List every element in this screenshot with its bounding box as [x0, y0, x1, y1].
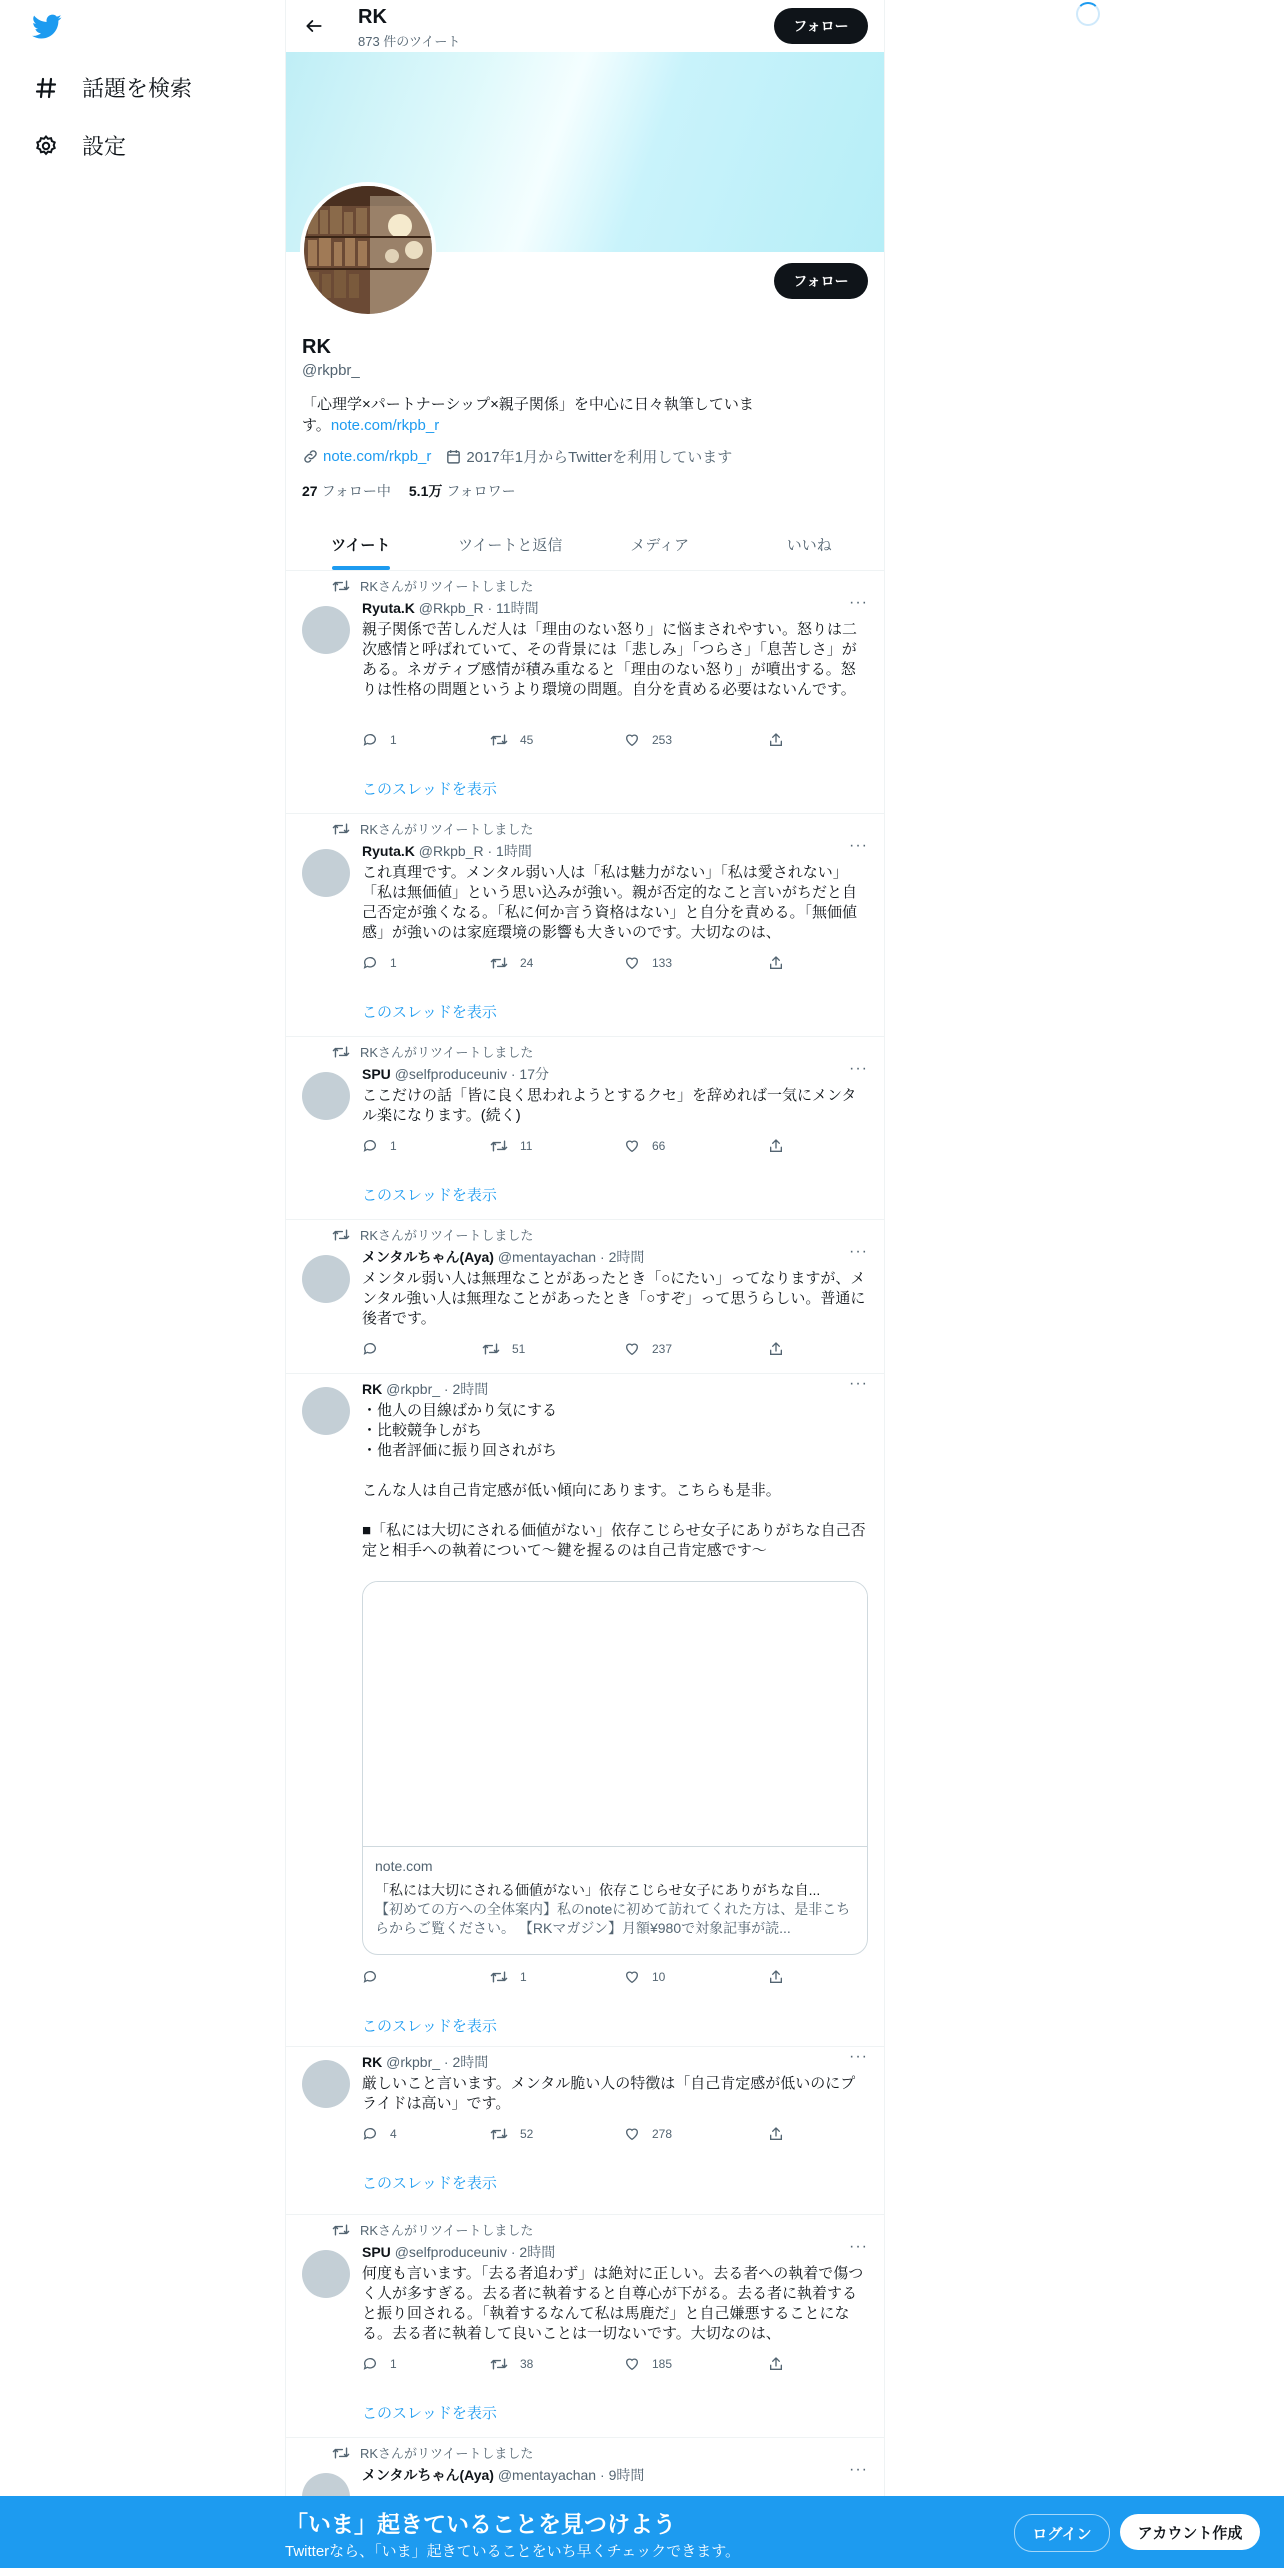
- profile-joined: [445, 446, 732, 467]
- retweeted-by: RKさんがリツイートしました: [332, 576, 533, 595]
- retweet-button[interactable]: 38: [490, 2356, 533, 2372]
- tweet-text: ここだけの話「皆に良く思われようとするクセ」を辞めれば一気にメンタル楽になります。(続く): [362, 1087, 857, 1124]
- tweet-time[interactable]: 1時間: [496, 843, 532, 859]
- show-thread-link[interactable]: このスレッドを表示: [362, 2175, 497, 2192]
- share-icon: [768, 1341, 784, 1357]
- profile-website[interactable]: [302, 448, 431, 465]
- profile-meta: [302, 446, 746, 467]
- bio-link[interactable]: note.com/rkpb_r: [330, 417, 440, 434]
- tweet-time[interactable]: 9時間: [608, 2467, 645, 2483]
- retweeted-icon: [332, 578, 350, 594]
- tweet-header: メンタルちゃん(Aya) @mentayachan · 9時間: [362, 2467, 645, 2483]
- tweet-author-handle[interactable]: @selfproduceuniv: [394, 1066, 507, 1082]
- back-arrow-icon[interactable]: [300, 12, 328, 40]
- tweet-actions: [362, 2356, 792, 2376]
- like-button[interactable]: 278: [624, 2126, 672, 2142]
- reply-button[interactable]: 4: [362, 2126, 397, 2142]
- like-button[interactable]: 253: [624, 732, 672, 748]
- share-button[interactable]: [768, 955, 796, 971]
- tweet-time[interactable]: 2時間: [452, 2054, 489, 2070]
- retweet-button[interactable]: 11: [490, 1138, 532, 1154]
- tweet-author-name[interactable]: RK: [362, 1381, 383, 1397]
- profile-header-bar: [286, 0, 884, 52]
- tweet-actions: [362, 1341, 792, 1361]
- show-thread-link[interactable]: このスレッドを表示: [362, 2018, 497, 2035]
- retweeted-by: RKさんがリツイートしました: [332, 2220, 533, 2239]
- link-card-image: [363, 1582, 867, 1847]
- reply-icon: [362, 1138, 378, 1154]
- tweet[interactable]: [286, 1036, 884, 1220]
- tab-tweets-replies[interactable]: ツイートと返信: [458, 536, 563, 554]
- tweet-header: SPU @selfproduceuniv · 2時間: [362, 2244, 556, 2260]
- tweet-text: これ真理です。メンタル弱い人は「私は魅力がない」「私は愛されない」「私は無価値」という思い込みが強い。親が否定的なこと言いがちだと自己否定が強くなる。「私に何か言う資格はない」と自分を責める。「無価値感」が強いのは家庭環境の影響も大きいのです。大切なのは、: [362, 864, 858, 941]
- tweet-time[interactable]: 2時間: [608, 1249, 645, 1265]
- tweet-time[interactable]: 11時間: [496, 600, 539, 616]
- heart-icon: [624, 1969, 640, 1985]
- bio-text: 「心理学×パートナーシップ×親子関係」を中心に日々執筆していま す。: [302, 396, 754, 434]
- tab-media[interactable]: メディア: [630, 536, 690, 554]
- retweet-button[interactable]: 24: [490, 955, 533, 971]
- heart-icon: [624, 2126, 640, 2142]
- share-button[interactable]: [768, 2356, 796, 2372]
- tweet-header: SPU @selfproduceuniv · 17分: [362, 1066, 549, 1082]
- avatar[interactable]: [302, 1255, 350, 1303]
- gear-icon: [32, 132, 60, 160]
- tweet[interactable]: [286, 813, 884, 1037]
- tweet-author-handle[interactable]: @Rkpb_R: [418, 843, 484, 859]
- reply-button[interactable]: [362, 1341, 390, 1357]
- twitter-bird-icon[interactable]: [32, 14, 62, 45]
- share-button[interactable]: [768, 1969, 796, 1985]
- more-options-icon[interactable]: ···: [849, 837, 868, 854]
- retweet-button[interactable]: 51: [482, 1341, 525, 1357]
- retweet-icon: [490, 2126, 508, 2142]
- more-options-icon[interactable]: ···: [849, 594, 868, 611]
- following-stat[interactable]: 27 フォロー中: [302, 483, 391, 499]
- signup-banner-title: 「いま」起きていることを見つけよう: [285, 2511, 676, 2537]
- tweet[interactable]: [286, 570, 884, 814]
- tweet-header: RK @rkpbr_ · 2時間: [362, 1381, 489, 1397]
- tweet-time[interactable]: 17分: [519, 1066, 549, 1082]
- retweeted-icon: [332, 2445, 350, 2461]
- header-tweet-count: 873 件のツイート: [358, 34, 461, 49]
- tweet-author-handle[interactable]: @selfproduceuniv: [394, 2244, 507, 2260]
- link-icon: [302, 448, 319, 465]
- retweeted-by: RKさんがリツイートしました: [332, 819, 533, 838]
- profile-handle: @rkpbr_: [302, 362, 360, 379]
- heart-icon: [624, 732, 640, 748]
- retweeted-by: RKさんがリツイートしました: [332, 2443, 533, 2462]
- tweet-author-name[interactable]: メンタルちゃん(Aya): [362, 2467, 494, 2483]
- profile-avatar[interactable]: [300, 182, 436, 318]
- avatar[interactable]: [302, 1072, 350, 1120]
- nav-explore[interactable]: [32, 72, 192, 103]
- tweet-actions: [362, 2126, 792, 2146]
- tweet-author-handle[interactable]: @mentayachan: [497, 2467, 597, 2483]
- tweet-time[interactable]: 2時間: [452, 1381, 489, 1397]
- like-button[interactable]: 66: [624, 1138, 665, 1154]
- retweeted-icon: [332, 2222, 350, 2238]
- reply-icon: [362, 2126, 378, 2142]
- reply-icon: [362, 1969, 378, 1985]
- retweet-button[interactable]: 1: [490, 1969, 527, 1985]
- tweet-text: メンタル弱い人は無理なことがあったとき「○にたい」ってなりますが、メンタル強い人は無理なことがあったとき「○すぞ」って思うらしい。普通に後者です。: [362, 1270, 866, 1327]
- nav-settings-label: 設定: [82, 134, 127, 159]
- tweet-time[interactable]: 2時間: [519, 2244, 556, 2260]
- tweet-actions: [362, 732, 792, 752]
- signup-banner: [0, 2496, 1284, 2568]
- nav-settings[interactable]: [32, 130, 126, 161]
- avatar[interactable]: [302, 1387, 350, 1435]
- reply-button[interactable]: [362, 1969, 390, 1985]
- tab-tweets[interactable]: ツイート: [286, 518, 436, 570]
- retweeted-icon: [332, 821, 350, 837]
- header-follow-button[interactable]: フォロー: [774, 8, 868, 44]
- tweet[interactable]: [286, 2046, 884, 2215]
- main-column: [285, 0, 885, 2568]
- avatar[interactable]: [302, 606, 350, 654]
- profile-follow-stats: [302, 481, 534, 501]
- more-options-icon[interactable]: ···: [849, 1375, 868, 1392]
- link-card-domain: note.com: [375, 1858, 433, 1874]
- profile-tabs: [286, 518, 884, 571]
- link-card-description: 【初めての方への全体案内】私のnoteに初めて訪れてくれた方は、是非こちらからご覧ください。 【RKマガジン】月額¥980で対象記事が読...: [375, 1901, 851, 1936]
- retweet-icon: [490, 732, 508, 748]
- tweet-author-name[interactable]: RK: [362, 2054, 383, 2070]
- profile-name: RK: [302, 336, 331, 358]
- more-options-icon[interactable]: ···: [849, 1243, 868, 1260]
- reply-icon: [362, 732, 378, 748]
- tweet-header: Ryuta.K @Rkpb_R · 1時間: [362, 843, 532, 859]
- share-icon: [768, 732, 784, 748]
- tweet-header: Ryuta.K @Rkpb_R · 11時間: [362, 600, 539, 616]
- tweet-author-name[interactable]: Ryuta.K: [362, 600, 415, 616]
- tweet-author-handle[interactable]: @mentayachan: [497, 1249, 597, 1265]
- loading-spinner-icon: [1076, 2, 1100, 26]
- heart-icon: [624, 955, 640, 971]
- tweet-text: 親子関係で苦しんだ人は「理由のない怒り」に悩まされやすい。怒りは二次感情と呼ばれていて、その背景には「悲しみ」「つらさ」「息苦しさ」がある。ネガティブ感情が積み重なると「理由のない怒り」が噴出する。怒りは性格の問題というより環境の問題。自分を責める必要はないんです。: [362, 621, 858, 698]
- avatar[interactable]: [302, 2250, 350, 2298]
- more-options-icon[interactable]: ···: [849, 2461, 868, 2478]
- website-link[interactable]: note.com/rkpb_r: [323, 448, 432, 465]
- header-name: RK: [358, 6, 387, 28]
- retweet-icon: [490, 1138, 508, 1154]
- tweet[interactable]: [286, 1373, 884, 2047]
- reply-button[interactable]: 1: [362, 732, 397, 748]
- like-button[interactable]: 10: [624, 1969, 665, 1985]
- signup-banner-subtitle: Twitterなら、「いま」起きていることをいち早くチェックできます。: [285, 2543, 741, 2560]
- profile-bio: [302, 394, 772, 436]
- tweet-text: 厳しいこと言います。メンタル脆い人の特徴は「自己肯定感が低いのにプライドは高い」です。: [362, 2075, 856, 2112]
- tweet-text: 何度も言います。「去る者追わず」は絶対に正しい。去る者への執着で傷つく人が多すぎる。去る者に執着すると自尊心が下がる。去る者に執着すると振り回される。「執着するなんて私は馬鹿だ」と自己嫌悪することになる。去る者に執着して良いことは一切ないです。大切なのは、: [362, 2265, 864, 2342]
- reply-icon: [362, 955, 378, 971]
- tweet-author-handle[interactable]: @rkpbr_: [386, 1381, 441, 1397]
- tweet-text: ・他人の目線ばかり気にする ・比較競争しがち ・他者評価に振り回されがち こんな人は自己肯定感が低い傾向にあります。こちらも是非。 ■「私には大切にされる価値がない」依存こじらせ女子にありがちな自己否定と相手への執着について〜鍵を握るのは自己肯定感です〜: [362, 1402, 866, 1559]
- share-icon: [768, 1969, 784, 1985]
- retweeted-by: RKさんがリツイートしました: [332, 1042, 533, 1061]
- tweet-author-name[interactable]: SPU: [362, 1066, 391, 1082]
- avatar[interactable]: [302, 849, 350, 897]
- share-button[interactable]: [768, 1341, 796, 1357]
- show-thread-link[interactable]: このスレッドを表示: [362, 2405, 497, 2422]
- tab-likes[interactable]: いいね: [786, 536, 832, 554]
- joined-text: 2017年1月からTwitterを利用しています: [466, 449, 733, 466]
- retweeted-by: RKさんがリツイートしました: [332, 1225, 533, 1244]
- tweet-actions: [362, 1138, 792, 1158]
- share-button[interactable]: [768, 2126, 796, 2142]
- tweet-author-name[interactable]: メンタルちゃん(Aya): [362, 1249, 494, 1265]
- like-button[interactable]: 237: [624, 1341, 672, 1357]
- share-button[interactable]: [768, 1138, 796, 1154]
- retweet-button[interactable]: 52: [490, 2126, 533, 2142]
- tweet-author-name[interactable]: SPU: [362, 2244, 391, 2260]
- tweet-actions: [362, 1969, 792, 1989]
- signup-button[interactable]: アカウント作成: [1120, 2514, 1260, 2550]
- reply-icon: [362, 1341, 378, 1357]
- share-button[interactable]: [768, 732, 796, 748]
- share-icon: [768, 1138, 784, 1154]
- login-button[interactable]: ログイン: [1014, 2514, 1110, 2552]
- reply-button[interactable]: 1: [362, 1138, 397, 1154]
- tweet-header: メンタルちゃん(Aya) @mentayachan · 2時間: [362, 1249, 645, 1265]
- share-icon: [768, 2356, 784, 2372]
- follow-button[interactable]: フォロー: [774, 263, 868, 299]
- reply-button[interactable]: 1: [362, 955, 397, 971]
- retweeted-icon: [332, 1044, 350, 1060]
- link-card-title: 「私には大切にされる価値がない」依存こじらせ女子にありがちな自...: [375, 1882, 821, 1898]
- link-card[interactable]: [362, 1581, 868, 1955]
- reply-icon: [362, 2356, 378, 2372]
- heart-icon: [624, 1138, 640, 1154]
- retweet-button[interactable]: 45: [490, 732, 533, 748]
- avatar[interactable]: [302, 2060, 350, 2108]
- more-options-icon[interactable]: ···: [849, 1060, 868, 1077]
- tweet-author-handle[interactable]: @rkpbr_: [386, 2054, 441, 2070]
- tweet[interactable]: [286, 2214, 884, 2438]
- tweet-header: RK @rkpbr_ · 2時間: [362, 2054, 489, 2070]
- heart-icon: [624, 2356, 640, 2372]
- like-button[interactable]: 185: [624, 2356, 672, 2372]
- tweet[interactable]: [286, 1219, 884, 1374]
- more-options-icon[interactable]: ···: [849, 2048, 868, 2065]
- share-icon: [768, 955, 784, 971]
- nav-explore-label: 話題を検索: [82, 76, 193, 101]
- hashtag-icon: [32, 74, 60, 102]
- share-icon: [768, 2126, 784, 2142]
- show-thread-link[interactable]: このスレッドを表示: [362, 1187, 497, 1204]
- calendar-icon: [445, 448, 462, 465]
- tweet-actions: [362, 955, 792, 975]
- followers-stat[interactable]: 5.1万 フォロワー: [408, 483, 516, 499]
- retweet-icon: [490, 1969, 508, 1985]
- like-button[interactable]: 133: [624, 955, 672, 971]
- retweeted-icon: [332, 1227, 350, 1243]
- retweet-icon: [482, 1341, 500, 1357]
- reply-button[interactable]: 1: [362, 2356, 397, 2372]
- tweet-author-name[interactable]: Ryuta.K: [362, 843, 415, 859]
- heart-icon: [624, 1341, 640, 1357]
- retweet-icon: [490, 2356, 508, 2372]
- show-thread-link[interactable]: このスレッドを表示: [362, 1004, 497, 1021]
- show-thread-link[interactable]: このスレッドを表示: [362, 781, 497, 798]
- retweet-icon: [490, 955, 508, 971]
- more-options-icon[interactable]: ···: [849, 2238, 868, 2255]
- tweet-author-handle[interactable]: @Rkpb_R: [418, 600, 484, 616]
